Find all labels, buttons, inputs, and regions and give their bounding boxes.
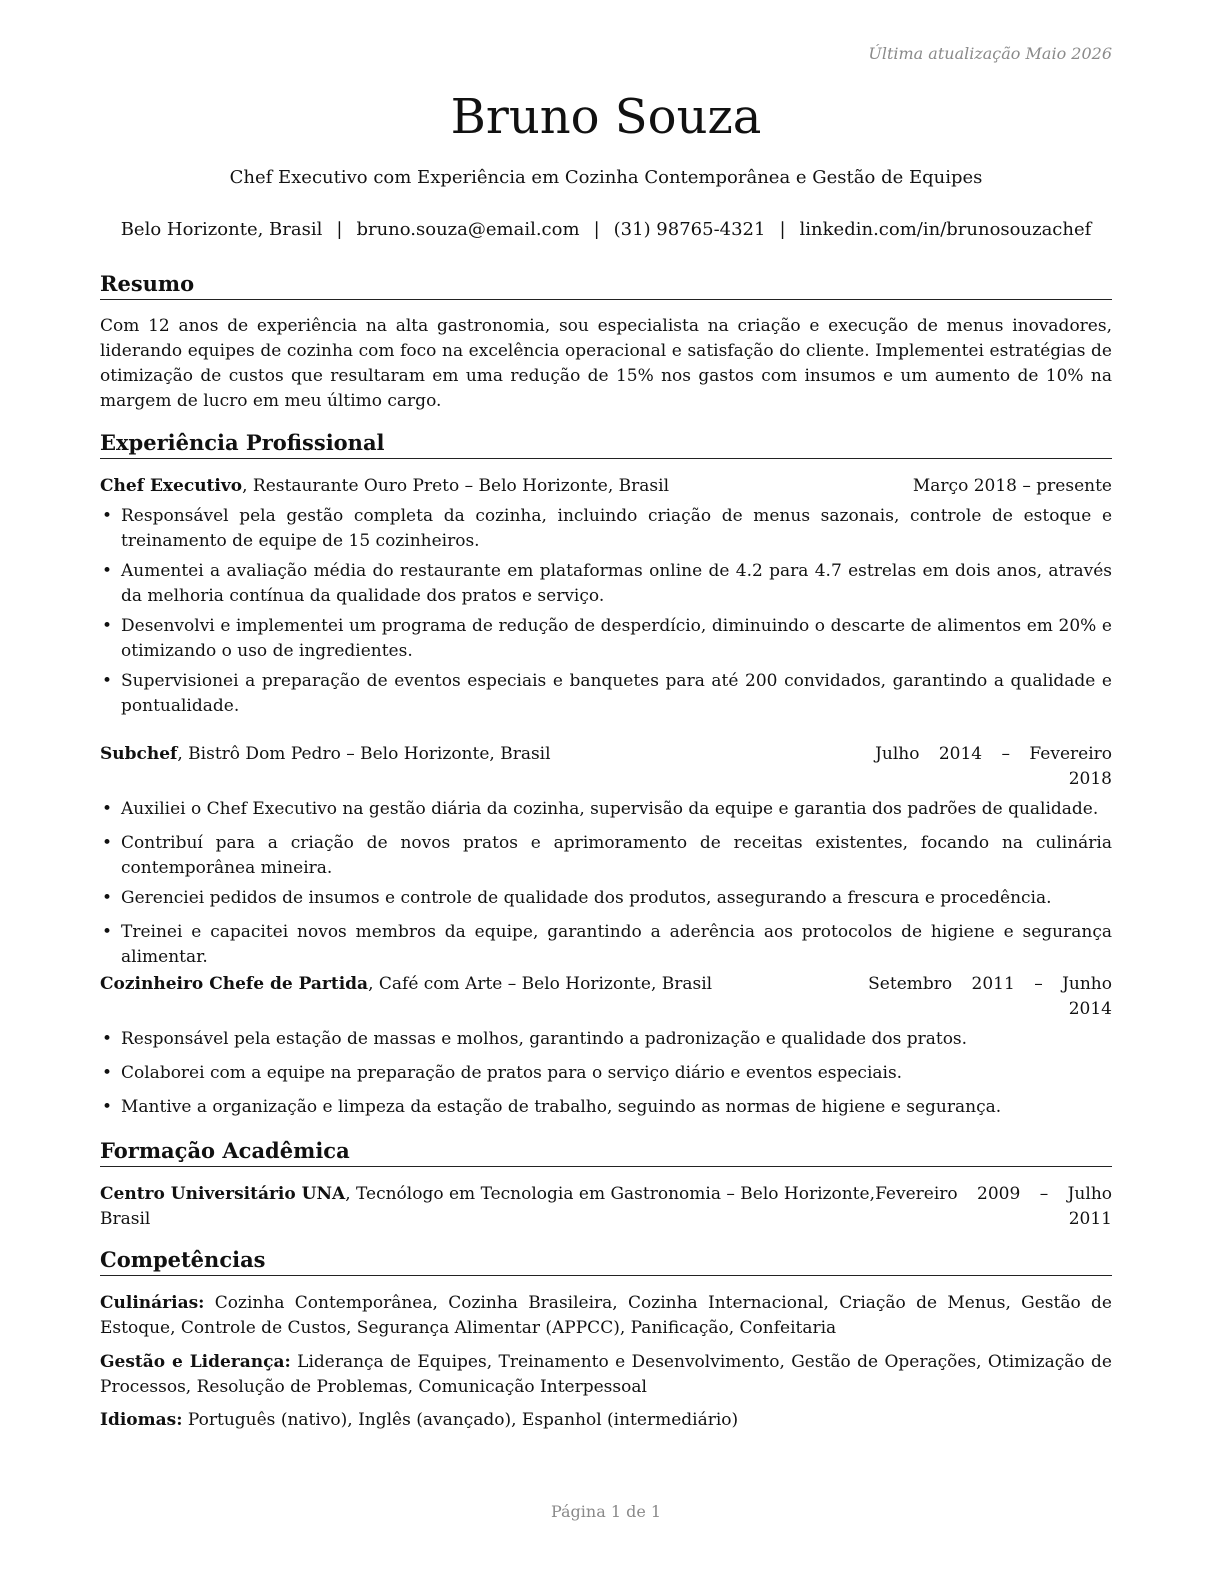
education-date-line1: Fevereiro 2009 – Julho xyxy=(875,1184,1112,1204)
contact-line xyxy=(100,219,1112,240)
job-role: Subchef xyxy=(100,744,178,764)
bullet-item: • Aumentei a avaliação média do restaurante em plataformas online de 4.2 para 4.7 estrelas em dois anos, através da melhoria contínua da qualidade dos pratos e serviço. xyxy=(100,559,1112,609)
bullet-item: • Desenvolvi e implementei um programa de redução de desperdício, diminuindo o descarte de alimentos em 20% e otimizando o uso de ingredientes. xyxy=(100,614,1112,664)
page-number: Página 1 de 1 xyxy=(550,1502,662,1521)
job-org: , Café com Arte – Belo Horizonte, Brasil xyxy=(368,974,713,994)
job-date-line2: 2018 xyxy=(1068,769,1112,789)
job-date-line1: Setembro 2011 – Junho xyxy=(868,974,1112,994)
skill-label: Idiomas: xyxy=(100,1410,183,1430)
job-header xyxy=(100,972,1112,1019)
education-entry xyxy=(100,1182,1112,1232)
skill-label: Culinárias: xyxy=(100,1293,205,1313)
skill-group xyxy=(100,1350,1112,1400)
job-date xyxy=(875,742,1112,792)
section-title-experience: Experiência Profissional xyxy=(100,430,1112,459)
contact-linkedin[interactable]: linkedin.com/in/brunosouzachef xyxy=(799,219,1092,240)
bullet-item: • Mantive a organização e limpeza da estação de trabalho, seguindo as normas de higiene e segurança. xyxy=(100,1095,1112,1120)
education-date xyxy=(875,1182,1112,1232)
bullet-item: • Contribuí para a criação de novos pratos e aprimoramento de receitas existentes, focando na culinária contemporânea mineira. xyxy=(100,831,1112,881)
job-role: Chef Executivo xyxy=(100,476,243,496)
education-school: Centro Universitário UNA xyxy=(100,1184,346,1204)
education-degree: , Tecnólogo em Tecnologia em Gastronomia – Belo Horizonte, xyxy=(345,1184,875,1204)
headline: Chef Executivo com Experiência em Cozinha Contemporânea e Gestão de Equipes xyxy=(229,167,983,188)
job-date-line1: Julho 2014 – Fevereiro xyxy=(875,744,1112,764)
bullet-item: • Responsável pela estação de massas e molhos, garantindo a padronização e qualidade dos pratos. xyxy=(100,1027,1112,1052)
bullet-item: • Gerenciei pedidos de insumos e controle de qualidade dos produtos, assegurando a frescura e procedência. xyxy=(100,886,1112,911)
contact-location: Belo Horizonte, Brasil xyxy=(120,219,323,240)
bullet-item: • Colaborei com a equipe na preparação de pratos para o serviço diário e eventos especiais. xyxy=(100,1061,1112,1086)
education-date-line2: 2011 xyxy=(1068,1209,1112,1229)
summary-text: Com 12 anos de experiência na alta gastronomia, sou especialista na criação e execução de menus inovadores, liderando equipes de cozinha com foco na excelência operacional e satisfação do cliente. Implementei estratégias de otimização de custos que resultaram em uma redução de 15% nos gastos com insumos e um aumento de 10% na margem de lucro em meu último cargo. xyxy=(100,316,1112,411)
bullet-item: • Responsável pela gestão completa da cozinha, incluindo criação de menus sazonais, controle de estoque e treinamento de equipe de 15 cozinheiros. xyxy=(100,504,1112,554)
section-title-summary: Resumo xyxy=(100,271,1112,300)
job-date: Março 2018 – presente xyxy=(912,476,1112,496)
job-header xyxy=(100,742,1112,789)
job-org: , Restaurante Ouro Preto – Belo Horizonte, Brasil xyxy=(242,476,670,496)
contact-separator: | xyxy=(779,219,786,240)
bullet-item: • Supervisionei a preparação de eventos especiais e banquetes para até 200 convidados, garantindo a qualidade e pontualidade. xyxy=(100,669,1112,719)
candidate-name: Bruno Souza xyxy=(450,89,762,145)
skill-group xyxy=(100,1291,1112,1341)
skill-text: Cozinha Contemporânea, Cozinha Brasileira, Cozinha Internacional, Criação de Menus, Gestão de Estoque, Controle de Custos, Segurança Alimentar (APPCC), Panificação, Confeitaria xyxy=(100,1293,1112,1338)
skill-label: Gestão e Liderança: xyxy=(100,1352,291,1372)
contact-separator: | xyxy=(593,219,600,240)
skill-group xyxy=(100,1408,1112,1433)
resume-page xyxy=(100,0,1112,1584)
bullet-item: • Treinei e capacitei novos membros da equipe, garantindo a aderência aos protocolos de higiene e segurança alimentar. xyxy=(100,920,1112,970)
education-degree-cont: Brasil xyxy=(100,1209,151,1229)
job-date-line2: 2014 xyxy=(1068,999,1112,1019)
contact-phone: (31) 98765-4321 xyxy=(613,219,766,240)
section-title-education: Formação Acadêmica xyxy=(100,1138,1112,1167)
job-role: Cozinheiro Chefe de Partida xyxy=(100,974,369,994)
job-org: , Bistrô Dom Pedro – Belo Horizonte, Brasil xyxy=(177,744,551,764)
bullet-item: • Auxiliei o Chef Executivo na gestão diária da cozinha, supervisão da equipe e garantia dos padrões de qualidade. xyxy=(100,797,1112,822)
section-title-skills: Competências xyxy=(100,1247,1112,1276)
contact-separator: | xyxy=(336,219,343,240)
skill-text: Liderança de Equipes, Treinamento e Desenvolvimento, Gestão de Operações, Otimização de Processos, Resolução de Problemas, Comunicação Interpessoal xyxy=(100,1352,1112,1397)
job-date xyxy=(868,972,1112,1022)
job-header xyxy=(100,474,1112,499)
last-updated: Última atualização Maio 2026 xyxy=(868,44,1112,63)
contact-email[interactable]: bruno.souza@email.com xyxy=(356,219,580,240)
skill-text: Português (nativo), Inglês (avançado), Espanhol (intermediário) xyxy=(182,1410,739,1430)
